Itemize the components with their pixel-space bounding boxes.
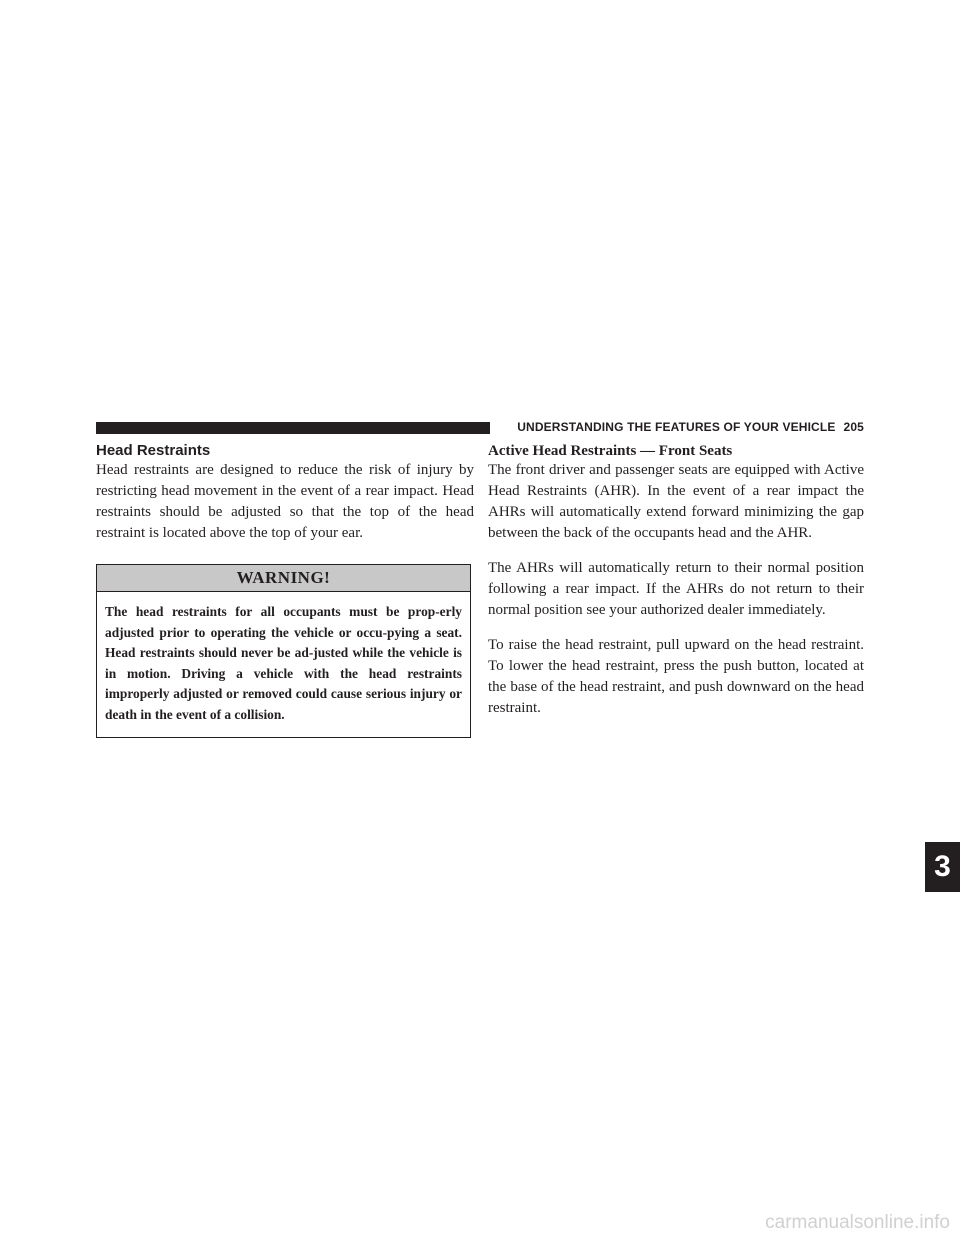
running-header [498,419,864,435]
section-heading: Head Restraints [96,442,211,459]
left-column [96,442,474,738]
body-paragraph: The AHRs will automatically return to their normal position following a rear impact. If the AHRs do not return to their normal position see your authorized dealer immediately. [488,560,864,618]
body-paragraph: The front driver and passenger seats are equipped with Active Head Restraints (AHR). In the event of a rear impact the AHRs will automatically extend forward minimizing the gap between the back of the occupants head and the AHR. [488,462,864,541]
page-number: 205 [843,420,864,434]
chapter-tab: 3 [925,842,960,892]
warning-title: WARNING! [97,565,470,592]
subsection-heading: Active Head Restraints — Front Seats [488,443,733,459]
right-column [488,442,864,733]
body-paragraph: Head restraints are designed to reduce the risk of injury by restricting head movement in the event of a rear impact. Head restraints should be adjusted so that the top of the head restraint is located above the top of your ear. [96,462,474,541]
warning-text: The head restraints for all occupants must be prop-erly adjusted prior to operating the vehicle or occu-pying a seat. Head restraints should never be ad-justed while the vehicle is in motion. Driving a vehicle with the head restraints improperly adjusted or removed could cause serious injury or death in the event of a collision. [105,604,462,722]
header-rule [96,422,490,434]
section-title: UNDERSTANDING THE FEATURES OF YOUR VEHICLE [517,420,836,434]
body-paragraph: To raise the head restraint, pull upward on the head restraint. To lower the head restraint, press the push button, located at the base of the head restraint, and push downward on the head restraint. [488,637,864,716]
watermark: carmanualsonline.info [765,1212,950,1233]
warning-box [96,564,471,738]
